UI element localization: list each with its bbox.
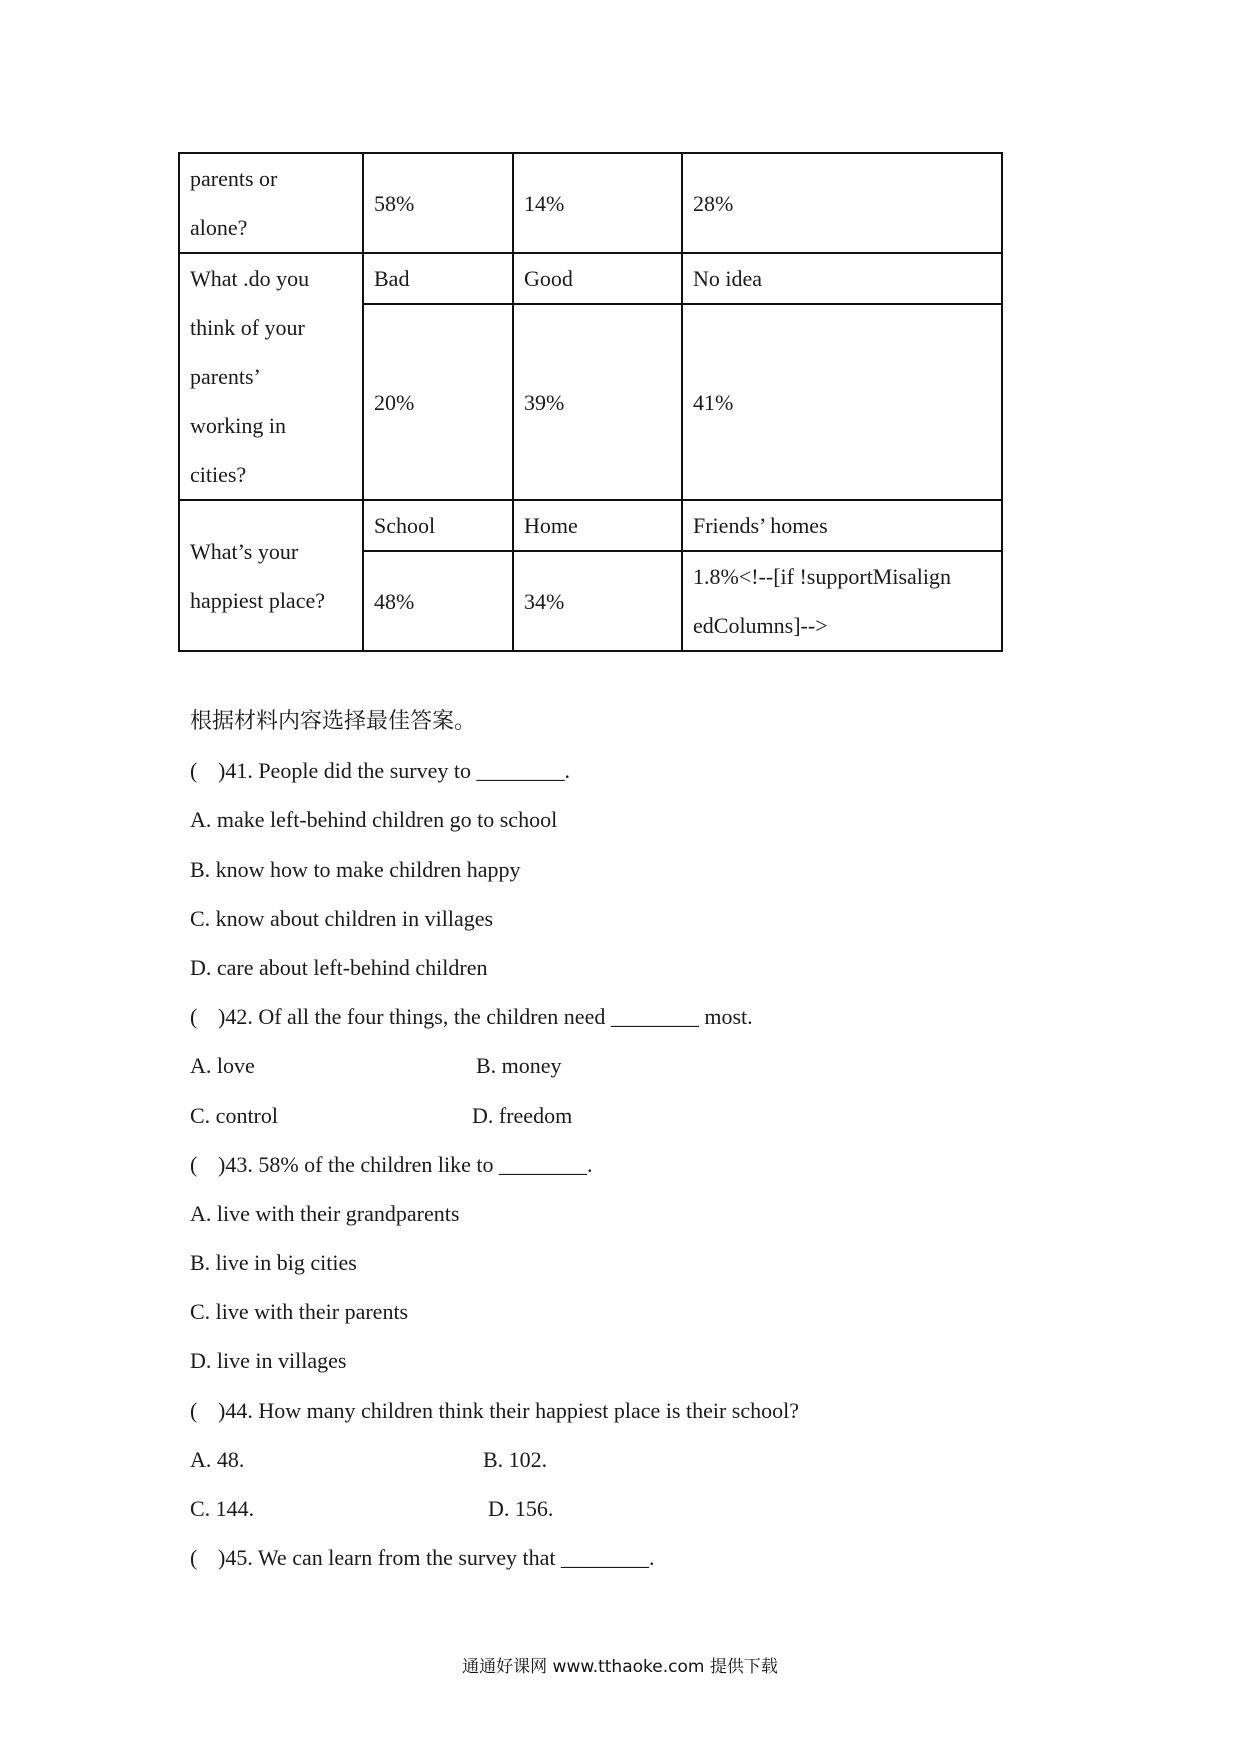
option: D. live in villages xyxy=(190,1348,347,1374)
answer-paren: ( xyxy=(190,758,198,784)
table-cell-value: 48% xyxy=(363,551,513,651)
question-text: )44. How many children think their happiest place is their school? xyxy=(218,1397,800,1423)
value-line: 1.8%<!--[if !supportMisalign xyxy=(693,564,952,589)
option: C. 144. xyxy=(190,1496,255,1521)
table-cell-value: 58% xyxy=(363,153,513,253)
table-row xyxy=(179,500,1002,551)
table-cell-value: 34% xyxy=(513,551,682,651)
option-row xyxy=(190,1435,1090,1484)
option: B. money xyxy=(476,1053,562,1079)
option: B. live in big cities xyxy=(190,1250,357,1276)
option-row xyxy=(190,1484,1090,1533)
question-line: What .do you xyxy=(190,266,310,291)
question-text: )42. Of all the four things, the children need ________ most. xyxy=(218,1004,753,1030)
question-line: think of your xyxy=(190,315,305,340)
option: B. know how to make children happy xyxy=(190,856,521,882)
question-text: )45. We can learn from the survey that ________. xyxy=(218,1545,655,1571)
question-line: parents’ xyxy=(190,364,261,389)
table-cell-option: No idea xyxy=(682,253,1002,304)
questions-section xyxy=(190,697,1090,1582)
option: A. 48. xyxy=(190,1446,245,1472)
table-cell-value: 28% xyxy=(682,153,1002,253)
answer-paren: ( xyxy=(190,1151,198,1177)
question-text: )41. People did the survey to ________. xyxy=(218,758,570,784)
question-text: )43. 58% of the children like to ________. xyxy=(218,1151,593,1177)
question-line: cities? xyxy=(190,462,247,487)
option: D. freedom xyxy=(472,1102,573,1128)
table-cell-question xyxy=(179,253,363,500)
table-cell-value: 41% xyxy=(682,304,1002,500)
table-cell-option: Home xyxy=(513,500,682,551)
table-cell-value: 14% xyxy=(513,153,682,253)
table-cell-option: School xyxy=(363,500,513,551)
footer: 通通好课网 www.tthaoke.com 提供下载 xyxy=(462,1657,778,1677)
question-line: What’s your xyxy=(190,538,299,564)
instruction: 根据材料内容选择最佳答案。 xyxy=(190,709,477,734)
option: A. live with their grandparents xyxy=(190,1200,460,1226)
option-row xyxy=(190,1041,1090,1090)
question-line: happiest place? xyxy=(190,587,325,613)
option: B. 102. xyxy=(483,1446,548,1472)
table-cell-question xyxy=(179,500,363,651)
table-cell-question xyxy=(179,153,363,253)
question-line: alone? xyxy=(190,215,248,240)
table-cell-value xyxy=(682,551,1002,651)
question-stem xyxy=(190,1140,1090,1189)
question-stem xyxy=(190,992,1090,1041)
option: C. live with their parents xyxy=(190,1299,409,1325)
answer-paren: ( xyxy=(190,1004,198,1030)
question-stem xyxy=(190,1533,1090,1582)
value-line: edColumns]--> xyxy=(693,613,828,638)
option: D. 156. xyxy=(488,1496,554,1521)
table-cell-option: Bad xyxy=(363,253,513,304)
table-cell-option: Friends’ homes xyxy=(682,500,1002,551)
option: A. make left-behind children go to school xyxy=(190,807,558,833)
question-line: working in xyxy=(190,413,286,438)
survey-table xyxy=(178,152,1003,652)
table-cell-option: Good xyxy=(513,253,682,304)
answer-paren: ( xyxy=(190,1545,198,1571)
option: D. care about left-behind children xyxy=(190,954,488,980)
option-row xyxy=(190,1091,1090,1140)
table-cell-value: 39% xyxy=(513,304,682,500)
option: C. control xyxy=(190,1102,278,1128)
table-row xyxy=(179,153,1002,253)
option: A. love xyxy=(190,1053,255,1079)
question-stem xyxy=(190,1386,1090,1435)
option: C. know about children in villages xyxy=(190,905,494,931)
question-stem xyxy=(190,746,1090,795)
table-row xyxy=(179,253,1002,304)
question-line: parents or xyxy=(190,166,278,191)
table-cell-value: 20% xyxy=(363,304,513,500)
answer-paren: ( xyxy=(190,1397,198,1423)
